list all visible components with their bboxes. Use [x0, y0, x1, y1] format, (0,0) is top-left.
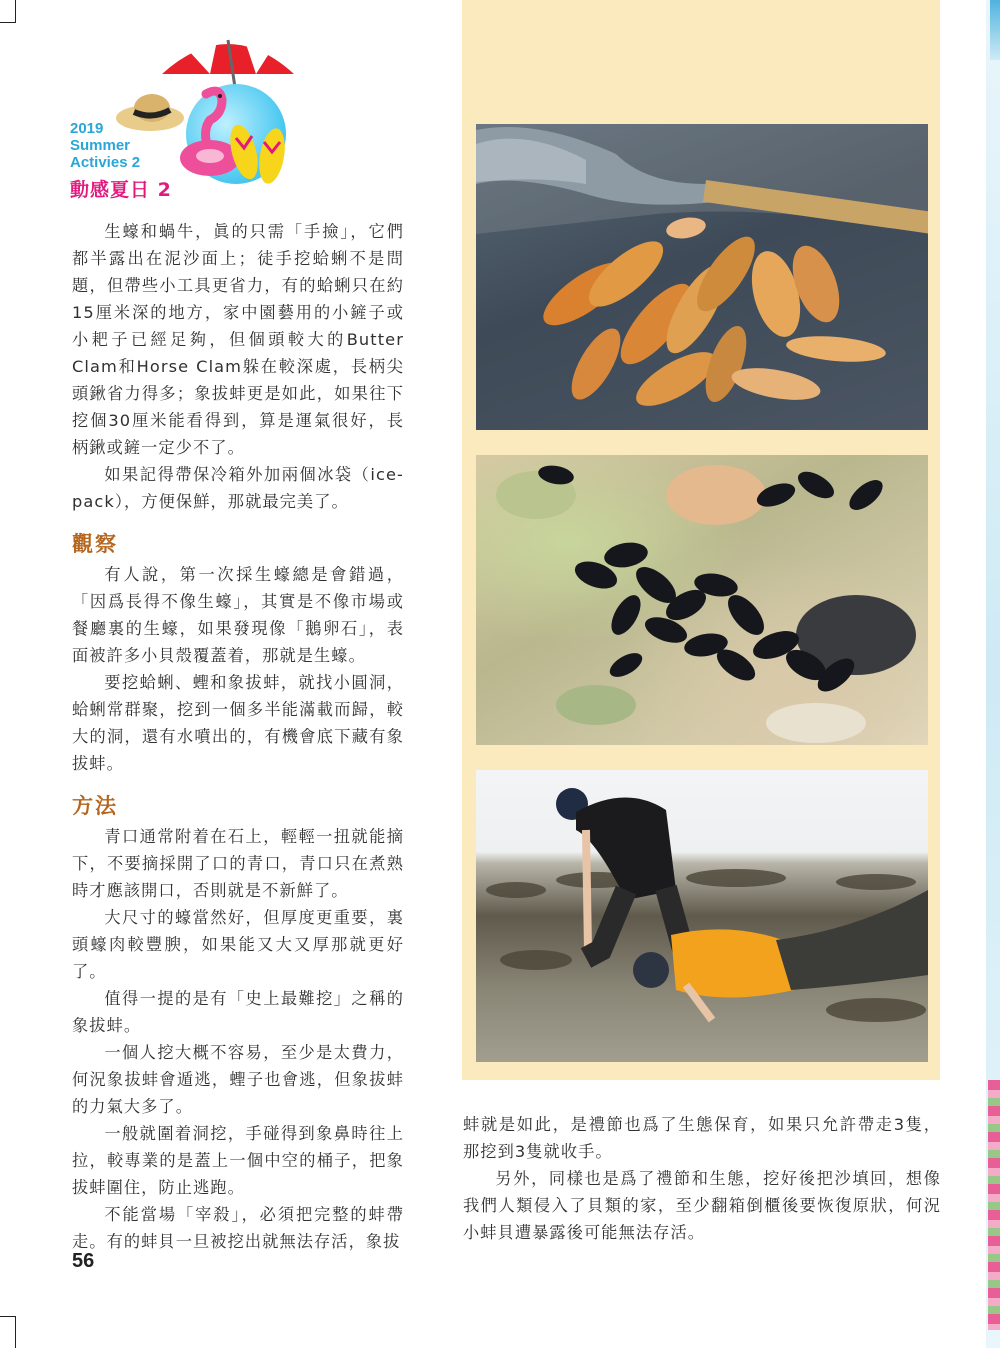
- paragraph: 青口通常附着在石上，輕輕一扭就能摘下，不要摘採開了口的青口，青口只在煮熟時才應該開口，否則就是不新鮮了。: [72, 827, 404, 900]
- photo-mussels-on-rocks: [476, 455, 928, 745]
- paragraph: 值得一提的是有「史上最難挖」之稱的象拔蚌。: [72, 989, 404, 1035]
- section-heading-observe: 觀察: [72, 532, 118, 556]
- left-text-column: [72, 218, 404, 1255]
- logo-text: [70, 120, 140, 171]
- logo-line1: Summer: [70, 137, 131, 154]
- section-title: 動感夏日 2: [70, 179, 172, 201]
- flower-edge-decoration: [988, 1080, 1000, 1330]
- page-edge-accent: [990, 0, 1000, 60]
- crop-mark: [15, 0, 16, 22]
- paragraph: 要挖蛤蜊、蟶和象拔蚌，就找小圓洞，蛤蜊常群聚，挖到一個多半能滿載而歸，較大的洞，還有水噴出的，有機會底下藏有象拔蚌。: [72, 673, 404, 773]
- logo-year: 2019: [70, 120, 104, 137]
- paragraph: 有人說，第一次採生蠔總是會錯過，「因爲長得不像生蠔」，其實是不像市場或餐廳裏的生蠔，如果發現像「鵝卵石」，表面被許多小貝殼覆蓋着，那就是生蠔。: [72, 565, 404, 665]
- paragraph: 如果記得帶保冷箱外加兩個冰袋（ice-pack），方便保鮮，那就最完美了。: [72, 465, 404, 511]
- logo-line2: Activies 2: [70, 154, 141, 171]
- crop-mark: [0, 22, 16, 23]
- crop-mark: [0, 1316, 16, 1317]
- flip-flops-icon: [226, 118, 292, 188]
- section-logo: [66, 28, 306, 201]
- section-heading-method: 方法: [72, 794, 118, 818]
- paragraph: 另外，同樣也是爲了禮節和生態，挖好後把沙填回，想像我們人類侵入了貝類的家，至少翻箱倒櫃後要恢復原狀，何況小蚌貝遭暴露後可能無法存活。: [463, 1169, 941, 1242]
- right-text-column: [463, 1111, 941, 1246]
- page-number: 56: [72, 1250, 95, 1272]
- paragraph: 一般就圍着洞挖，手碰得到象鼻時往上拉，較專業的是蓋上一個中空的桶子，把象拔蚌圍住，防止逃跑。: [72, 1124, 404, 1197]
- paragraph: 蚌就是如此，是禮節也爲了生態保育，如果只允許帶走3隻，那挖到3隻就收手。: [463, 1115, 941, 1161]
- paragraph: 生蠔和蝸牛，眞的只需「手撿」，它們都半露出在泥沙面上；徒手挖蛤蜊不是問題，但帶些小工具更省力，有的蛤蜊只在約15厘米深的地方，家中園藝用的小鏟子或小耙子已經足夠，但個頭較大的Butter Clam和Horse Clam躲在較深處，長柄尖頭鍬省力得多；象拔蚌更是如此，如果往下挖個30厘米能看得到，算是運氣很好，長柄鍬或鏟一定少不了。: [72, 222, 404, 457]
- paragraph: 一個人挖大概不容易，至少是太費力，何況象拔蚌會遁逃，蟶子也會逃，但象拔蚌的力氣大多了。: [72, 1043, 404, 1116]
- photo-clams-on-sand: [476, 124, 928, 430]
- paragraph: 不能當場「宰殺」，必須把完整的蚌帶走。有的蚌貝一旦被挖出就無法存活，象拔: [72, 1205, 404, 1251]
- paragraph: 大尺寸的蠔當然好，但厚度更重要，裏頭蠔肉較豐腴，如果能又大又厚那就更好了。: [72, 908, 404, 981]
- photo-people-digging: [476, 770, 928, 1062]
- crop-mark: [15, 1316, 16, 1348]
